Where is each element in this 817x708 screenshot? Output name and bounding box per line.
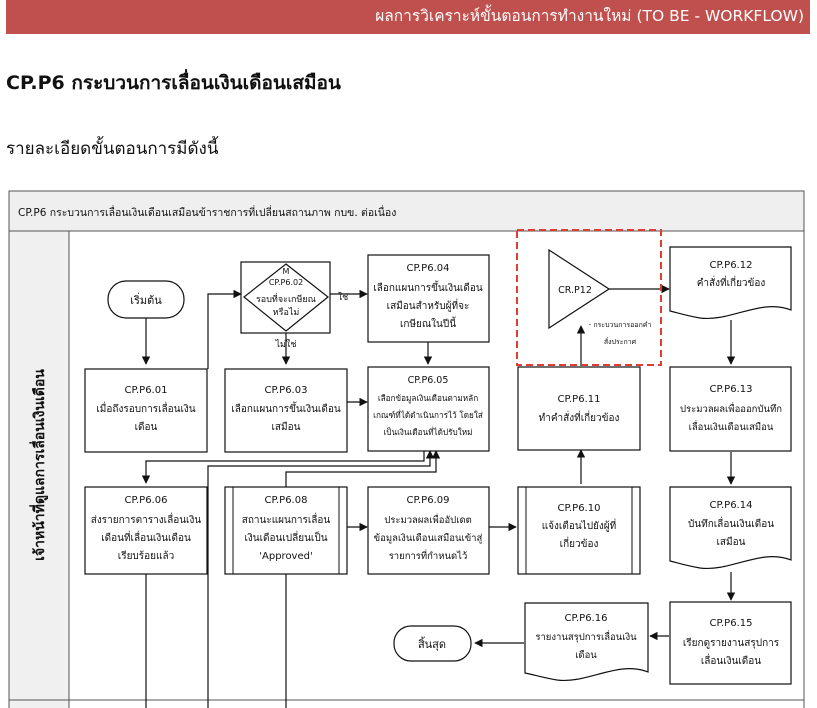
step-line: เสมือน	[271, 422, 301, 433]
step-line: เสมือน	[716, 537, 746, 548]
edge-label-no: ไม่ใช่	[275, 340, 297, 350]
step-cp-p6-06	[85, 487, 207, 574]
step-line: ส่งรายการตารางเลื่อนเงิน	[90, 515, 202, 526]
decision-line-1: รอบที่จะเกษียณ	[255, 295, 317, 305]
decision-node	[241, 262, 330, 333]
decision-marker: M	[282, 267, 290, 276]
step-line: รายการที่กำหนดไว้	[388, 551, 468, 562]
step-line: เลื่อนเงินเดือน	[700, 656, 762, 667]
step-id: CP.P6.09	[406, 495, 450, 506]
step-cp-p6-01	[85, 369, 207, 452]
step-line: รายงานสรุปการเลื่อนเงิน	[535, 632, 637, 643]
offpage-line: - กระบวนการออกคำ	[588, 321, 652, 329]
step-line: เลือกข้อมูลเงินเดือนตามหลัก	[377, 393, 479, 403]
step-line: เป็นเงินเดือนที่ได้ปรับใหม่	[383, 427, 473, 437]
step-id: CP.P6.10	[557, 503, 601, 514]
step-line: เกษียณในปีนี้	[399, 319, 457, 330]
step-id: CP.P6.01	[124, 385, 168, 396]
step-cp-p6-03	[225, 369, 347, 452]
step-line: เสมือนสำหรับผู้ที่จะ	[386, 301, 470, 312]
page-title: CP.P6 กระบวนการเลื่อนเงินเดือนเสมือน	[6, 72, 341, 94]
step-cp-p6-15	[670, 602, 791, 684]
step-line: เลือกแผนการขึ้นเงินเดือน	[231, 404, 341, 415]
step-line: คำสั่งที่เกี่ยวข้อง	[696, 278, 766, 289]
step-line: เกณฑ์ที่ได้ดำเนินการไว้ โดยใส่	[373, 410, 483, 420]
step-cp-p6-11	[518, 367, 640, 450]
step-line: เงินเดือนเปลี่ยนเป็น	[244, 533, 328, 544]
pool-title: CP.P6 กระบวนการเลื่อนเงินเดือนเสมือนข้าราชการที่เปลี่ยนสถานภาพ กบข. ต่อเนื่อง	[18, 207, 397, 219]
step-line: เดือน	[575, 650, 597, 661]
doc-cp-p6-14	[670, 487, 791, 568]
step-line: เมื่อถึงรอบการเลื่อนเงิน	[96, 404, 196, 415]
offpage-id: CR.P12	[558, 285, 592, 296]
step-line: สถานะแผนการเลื่อน	[241, 515, 331, 526]
step-line: เลือกแผนการขึ้นเงินเดือน	[373, 283, 483, 294]
step-id: CP.P6.14	[709, 500, 753, 511]
step-id: CP.P6.16	[564, 613, 608, 624]
step-cp-p6-08	[225, 487, 347, 574]
step-id: CP.P6.13	[709, 384, 753, 395]
step-line: ข้อมูลเงินเดือนเสมือนเข้าสู่	[373, 533, 483, 544]
edge-label-yes: ใช่	[337, 293, 349, 303]
step-line: ประมวลผลเพื่ออัปเดต	[384, 515, 472, 526]
doc-cp-p6-16	[525, 603, 648, 680]
step-id: CP.P6.12	[709, 260, 753, 271]
decision-line-2: หรือไม่	[272, 308, 300, 318]
step-line: เดือนที่เลื่อนเงินเดือน	[101, 533, 191, 544]
step-line: ประมวลผลเพื่อออกบันทึก	[680, 404, 782, 415]
step-id: CP.P6.05	[407, 375, 449, 386]
step-line: ทำคำสั่งที่เกี่ยวข้อง	[538, 413, 620, 424]
step-line: เรียบร้อยแล้ว	[117, 551, 175, 562]
step-line: เดือน	[134, 422, 158, 433]
step-id: CP.P6.11	[557, 394, 601, 405]
end-terminal	[394, 626, 471, 661]
step-line: เกี่ยวข้อง	[559, 539, 599, 550]
step-id: CP.P6.04	[406, 263, 450, 274]
step-cp-p6-10	[518, 487, 640, 574]
step-id: CP.P6.03	[264, 385, 308, 396]
end-label: สิ้นสุด	[417, 638, 447, 651]
offpage-line: สั่งประกาศ	[603, 338, 637, 346]
step-line: แจ้งเตือนไปยังผู้ที่	[541, 521, 617, 532]
start-label: เริ่มต้น	[130, 294, 162, 307]
step-cp-p6-13	[670, 367, 791, 451]
step-line: บันทึกเลื่อนเงินเดือน	[687, 519, 775, 530]
step-cp-p6-04	[368, 255, 489, 342]
step-line: 'Approved'	[259, 551, 313, 562]
step-cp-p6-09	[368, 487, 489, 574]
step-cp-p6-05	[368, 367, 489, 451]
start-terminal	[108, 281, 184, 318]
page-subtitle: รายละเอียดขั้นตอนการมีดังนี้	[6, 139, 219, 159]
step-line: เลื่อนเงินเดือนเสมือน	[688, 422, 774, 433]
step-id: CP.P6.06	[124, 495, 168, 506]
lane-label: เจ้าหน้าที่ดูแลการเลื่อนเงินเดือน	[32, 369, 48, 561]
step-line: เรียกดูรายงานสรุปการ	[682, 638, 780, 649]
decision-id: CP.P6.02	[268, 278, 304, 287]
banner-title: ผลการวิเคราะห์ขั้นตอนการทำงานใหม่ (TO BE - WORKFLOW)	[375, 7, 804, 25]
step-id: CP.P6.08	[264, 495, 308, 506]
step-id: CP.P6.15	[709, 618, 753, 629]
